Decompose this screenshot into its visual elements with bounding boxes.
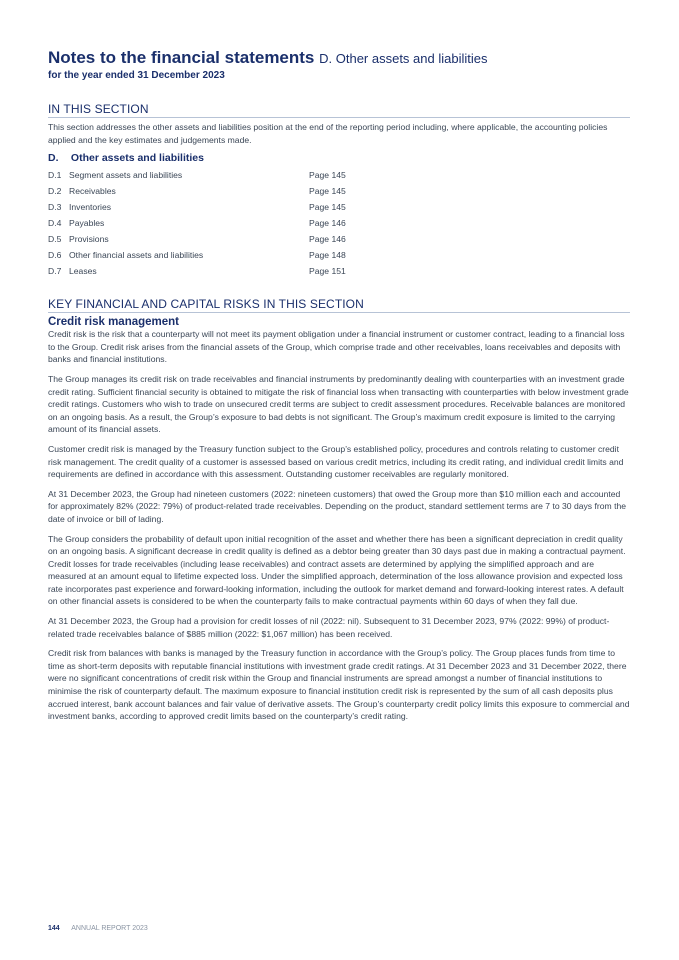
in-this-section-heading: IN THIS SECTION bbox=[48, 102, 630, 118]
toc-item-page: Page 151 bbox=[309, 266, 346, 277]
page-number: 144 bbox=[48, 925, 60, 932]
toc-item[interactable] bbox=[48, 183, 630, 199]
toc-item-page: Page 145 bbox=[309, 170, 346, 181]
page-title-main: Notes to the financial statements bbox=[48, 48, 315, 67]
body-paragraph: Credit risk is the risk that a counterparty will not meet its payment obligation under a financial instrument or customer contract, leading to a financial loss to the Group. Credit risk arises from the financial assets of the Group, which comprise trade and other receivables, loans receivables and deposits with banks and financial institutions. bbox=[48, 329, 625, 365]
credit-risk-subheading: Credit risk management bbox=[48, 316, 180, 329]
toc-item-page: Page 146 bbox=[309, 234, 346, 245]
section-intro: This section addresses the other assets and liabilities position at the end of the reporting period including, where applicable, the accounting policies applied and the key estimates and judgements made. bbox=[48, 122, 608, 145]
toc-item-code: D.5 bbox=[48, 234, 62, 245]
body-paragraph: Credit risk from balances with banks is managed by the Treasury function in accordance with the Group’s policy. The Group places funds from time to time as short-term deposits with reputable financial institutions with investment grade credit ratings. At 31 December 2023 and 31 December 2022, there were no significant concentrations of credit risk within the Group and financial instruments are spread amongst a number of financial institutions to minimise the risk of counterparty default. The maximum exposure to financial institution credit risk is represented by the sum of all cash deposits plus accrued interest, bank account balances and fair value of derivative assets. The Group’s counterparty credit policy limits this exposure to commercial and investment banks, according to approved credit limits based on the counterparty’s credit rating. bbox=[48, 648, 630, 722]
report-label: ANNUAL REPORT 2023 bbox=[71, 925, 148, 932]
toc-heading-code: D. bbox=[48, 152, 59, 165]
body-paragraph: The Group manages its credit risk on trade receivables and financial instruments by predominantly dealing with counterparties with an investment grade credit rating. Sufficient financial security is obtained to mitigate the risk of financial loss when transacting with counterparties with below investment grade credit ratings. Customers who wish to trade on unsecured credit terms are subject to credit assessment procedures. Receivable balances are monitored on an ongoing basis. As a result, the Group’s exposure to bad debts is not significant. The Group’s maximum credit exposure is limited to the carrying amount of its financial assets. bbox=[48, 373, 629, 435]
body-paragraph: At 31 December 2023, the Group had nineteen customers (2022: nineteen customers) that owed the Group more than $10 million each and accounted for approximately 82% (2022: 79%) of product-related trade receivables. Depending on the product, standard settlement terms are 7 to 30 days from the date of invoice or bill of lading. bbox=[48, 488, 627, 524]
toc-item[interactable] bbox=[48, 263, 630, 279]
page-title-section: D. Other assets and liabilities bbox=[319, 51, 488, 66]
body-paragraph: Customer credit risk is managed by the Treasury function subject to the Group’s established policy, procedures and controls relating to customer credit risk management. The credit quality of a customer is assessed based on various credit metrics, including its credit rating, and individual credit limits and requirements are defined in accordance with this assessment. Outstanding customer receivables are regularly monitored. bbox=[48, 443, 624, 480]
toc-item-code: D.7 bbox=[48, 266, 62, 277]
risks-heading: KEY FINANCIAL AND CAPITAL RISKS IN THIS SECTION bbox=[48, 297, 630, 313]
toc-item-label: Inventories bbox=[69, 202, 112, 213]
body-paragraph: The Group considers the probability of default upon initial recognition of the asset and whether there has been a significant depreciation in credit quality on an ongoing basis. A significant decrease in credit quality is defined as a debtor being greater than 30 days past due in making a contractual payment. Credit losses for trade receivables (including lease receivables) and contract assets are determined by applying the simplified approach and are measured at an amount equal to lifetime expected loss. Under the simplified approach, determination of the loss allowance provision and expected loss rate incorporates past experience and forward-looking information, including the outlook for market demand and forward-looking interest rates. A default on other financial assets is considered to be when the counterparty fails to make contractual payments within 60 days of when they fall due. bbox=[48, 533, 626, 607]
toc-item-code: D.4 bbox=[48, 218, 62, 229]
toc-item-label: Payables bbox=[69, 218, 105, 229]
toc-heading-title: Other assets and liabilities bbox=[70, 152, 204, 165]
toc-item-page: Page 148 bbox=[309, 250, 346, 261]
toc-item-page: Page 145 bbox=[309, 202, 346, 213]
toc-item-label: Leases bbox=[69, 266, 97, 277]
toc-item[interactable] bbox=[48, 199, 630, 215]
page-subtitle: for the year ended 31 December 2023 bbox=[48, 70, 225, 81]
toc-list bbox=[48, 167, 630, 279]
toc-item-page: Page 145 bbox=[309, 186, 346, 197]
toc-item-code: D.3 bbox=[48, 202, 62, 213]
page-title bbox=[48, 48, 630, 69]
page-content bbox=[48, 48, 630, 730]
toc-item-label: Receivables bbox=[69, 186, 116, 197]
toc-item[interactable] bbox=[48, 247, 630, 263]
toc-item-code: D.1 bbox=[48, 170, 62, 181]
toc-item[interactable] bbox=[48, 231, 630, 247]
toc-item-page: Page 146 bbox=[309, 218, 346, 229]
toc-item-code: D.6 bbox=[48, 250, 62, 261]
toc-item[interactable] bbox=[48, 167, 630, 183]
page-footer bbox=[48, 925, 148, 932]
body-paragraph: At 31 December 2023, the Group had a provision for credit losses of nil (2022: nil). Subsequent to 31 December 2023, 97% (2022: 99%) of product-related trade receivables balance of $885 million (2022: $1,067 million) has been received. bbox=[48, 616, 610, 639]
toc-heading bbox=[48, 152, 630, 164]
toc-item[interactable] bbox=[48, 215, 630, 231]
toc-item-code: D.2 bbox=[48, 186, 62, 197]
toc-item-label: Provisions bbox=[69, 234, 109, 245]
toc-item-label: Segment assets and liabilities bbox=[69, 170, 183, 181]
toc-item-label: Other financial assets and liabilities bbox=[69, 250, 204, 261]
